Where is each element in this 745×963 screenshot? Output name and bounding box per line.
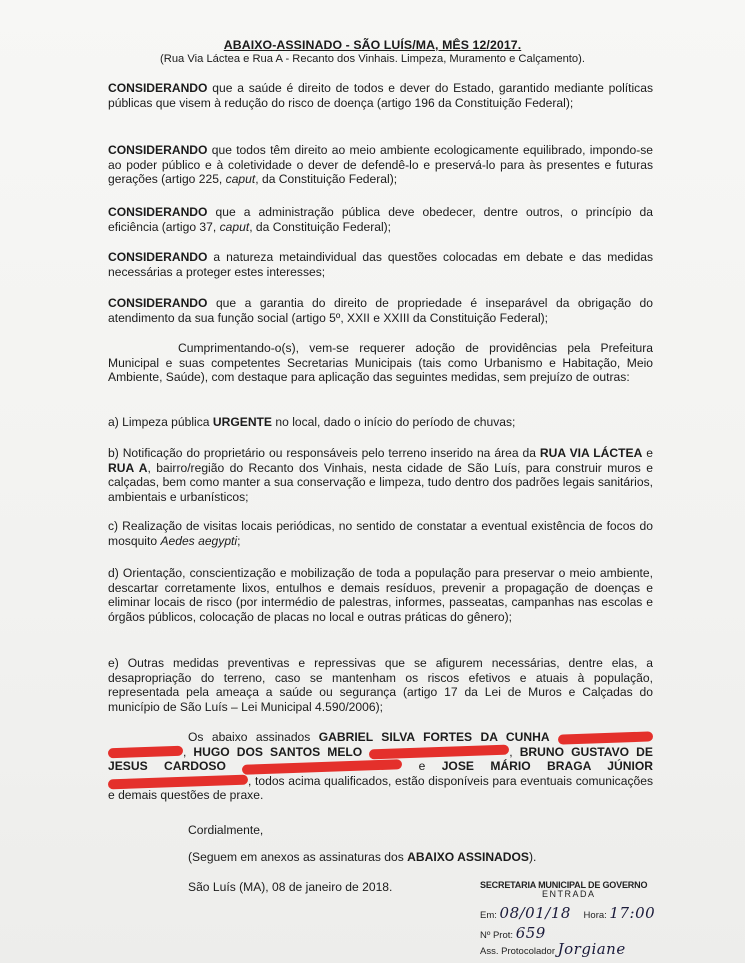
stamp-ass-label: Ass. Protocolador [480,946,555,957]
stamp-header: SECRETARIA MUNICIPAL DE GOVERNO [480,880,648,891]
stamp-hora-label: Hora: [583,910,607,921]
stamp-em-row [480,904,655,922]
item-a: a) Limpeza pública URGENTE no local, dado o início do período de chuvas; [108,415,516,429]
redaction-mark [108,774,248,789]
redaction-mark [369,745,509,760]
document-title: ABAIXO-ASSINADO - SÃO LUÍS/MA, MÊS 12/2017. [223,38,522,52]
redaction-mark [242,759,402,775]
redaction-mark [558,731,653,744]
protocol-stamp [480,880,680,960]
stamp-em-value: 08/01/18 [499,904,571,922]
stamp-entrada: ENTRADA [542,889,596,899]
place-date: São Luís (MA), 08 de janeiro de 2018. [188,880,393,894]
annex-note: (Seguem em anexos as assinaturas dos ABAIXO ASSINADOS). [188,850,537,864]
stamp-em-label: Em: [480,910,497,921]
stamp-prot-value: 659 [515,924,546,942]
regards: Cordialmente, [188,823,264,837]
item-c: c) Realização de visitas locais periódicas, no sentido de constatar a eventual existência de focos do mosquito Aedes aegypti; [108,519,653,548]
considerando-5: CONSIDERANDO que a garantia do direito de propriedade é inseparável da obrigação do atendimento da sua função social (artigo 5º, XXII e XXIII da Constituição Federal); [108,296,653,325]
item-e: e) Outras medidas preventivas e repressivas que se afigurem necessárias, dentre elas, a desapropriação do terreno, caso se mantenham os riscos efetivos e atuais à população, representada pela ameaça a saúde ou segurança (artigo 17 da Lei de Muros e Calçadas do município de São Luís – Lei Municipal 4.590/2006); [108,656,653,714]
stamp-ass-value: Jorgiane [557,940,626,958]
document-subtitle: (Rua Via Láctea e Rua A - Recanto dos Vinhais. Limpeza, Muramento e Calçamento). [160,53,585,65]
stamp-hora-value: 17:00 [609,904,656,922]
signers-paragraph: Os abaixo assinados GABRIEL SILVA FORTES DA CUNHA , HUGO DOS SANTOS MELO , BRUNO GUSTAVO DE JESUS CARDOSO e JOSE MÁRIO BRAGA JÚNIOR , todos acima qualificados, estão disponíveis para eventuais comunicações e demais questões de praxe. [108,730,653,803]
item-b: b) Notificação do proprietário ou responsáveis pelo terreno inserido na área da RUA VIA LÁCTEA e RUA A, bairro/região do Recanto dos Vinhais, nesta cidade de São Luís, para construir muros e calçadas, bem como manter a sua conservação e limpeza, tudo dentro dos padrões legais sanitários, ambientais e urbanísticos; [108,446,653,504]
considerando-2: CONSIDERANDO que todos têm direito ao meio ambiente ecologicamente equilibrado, impondo-se ao poder público e à coletividade o dever de defendê-lo e preservá-lo para às presentes e futuras gerações (artigo 225, caput, da Constituição Federal); [108,143,653,187]
considerando-1: CONSIDERANDO que a saúde é direito de todos e dever do Estado, garantido mediante políticas públicas que visem à redução do risco de doença (artigo 196 da Constituição Federal); [108,81,653,110]
stamp-ass-row [480,940,626,958]
item-d: d) Orientação, conscientização e mobilização de toda a população para preservar o meio ambiente, descartar corretamente lixos, entulhos e demais resíduos, prevenir a propagação de doenças e eliminar locais de risco (por intermédio de palestras, informes, passeatas, campanhas nas escolas e órgãos públicos, colocação de placas no local e outras práticas do gênero); [108,566,653,624]
stamp-prot-label: Nº Prot: [480,930,514,941]
intro-paragraph: Cumprimentando-o(s), vem-se requerer adoção de providências pela Prefeitura Municipal e suas competentes Secretarias Municipais (tais como Urbanismo e Habitação, Meio Ambiente, Saúde), com destaque para aplicação das seguintes medidas, sem prejuízo de outras: [108,341,653,385]
considerando-3: CONSIDERANDO que a administração pública deve obedecer, dentre outros, o princípio da eficiência (artigo 37, caput, da Constituição Federal); [108,205,653,234]
considerando-4: CONSIDERANDO a natureza metaindividual das questões colocadas em debate e das medidas necessárias a proteger estes interesses; [108,250,653,279]
redaction-mark [108,746,183,759]
